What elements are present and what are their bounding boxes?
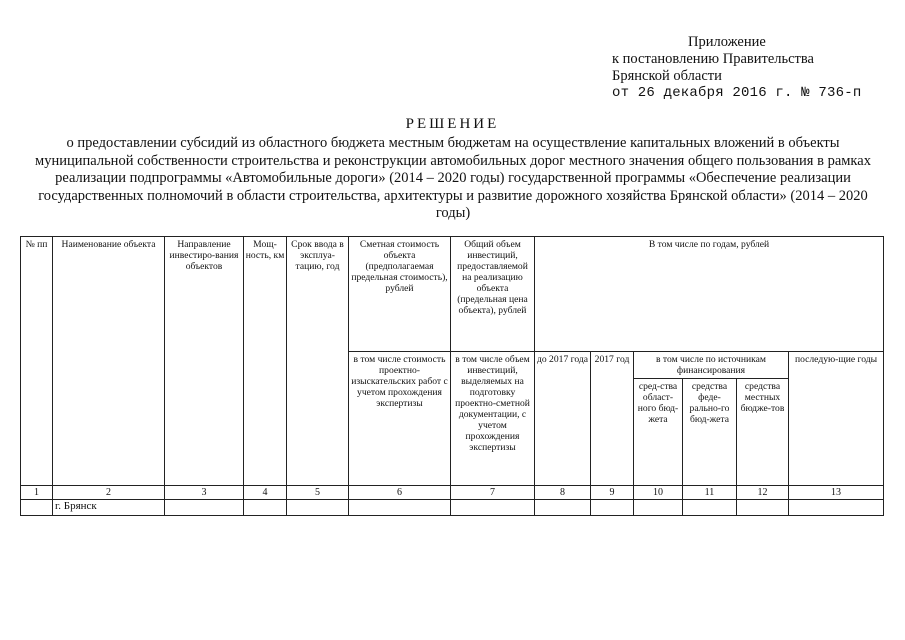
table-cell <box>634 500 683 516</box>
column-number: 2 <box>53 486 165 500</box>
decision-title: РЕШЕНИЕ <box>405 116 500 132</box>
column-number: 8 <box>535 486 591 500</box>
header-federal-budget: средства феде-рально-го бюд-жета <box>683 379 737 486</box>
header-incl-design-investment: в том числе объем инвестиций, выделяемых на подготовку проектно-сметной документации, с учетом прохождения экспертизы <box>451 352 535 486</box>
table-cell <box>21 500 53 516</box>
table-cell <box>287 500 349 516</box>
column-number: 6 <box>349 486 451 500</box>
header-estimated-cost: Сметная стоимость объекта (предполагаемая предельная стоимость), рублей <box>349 237 451 352</box>
column-number-row <box>21 486 884 500</box>
header-direction: Направление инвестиро-вания объектов <box>165 237 244 486</box>
table-cell <box>737 500 789 516</box>
header-year-2017: 2017 год <box>591 352 634 486</box>
table-cell <box>683 500 737 516</box>
subsidy-table <box>20 236 884 516</box>
column-number: 3 <box>165 486 244 500</box>
table-cell <box>165 500 244 516</box>
header-regional-budget: сред-ства област-ного бюд-жета <box>634 379 683 486</box>
table-cell <box>535 500 591 516</box>
header-capacity: Мощ-ность, км <box>244 237 287 486</box>
header-name: Наименование объекта <box>53 237 165 486</box>
table-row <box>21 500 884 516</box>
column-number: 5 <box>287 486 349 500</box>
header-row-1 <box>21 237 884 352</box>
column-number: 13 <box>789 486 884 500</box>
appendix-line-resolution: к постановлению Правительства <box>612 51 814 67</box>
appendix-line-region: Брянской области <box>612 68 722 84</box>
column-number: 11 <box>683 486 737 500</box>
table-cell <box>349 500 451 516</box>
column-number: 1 <box>21 486 53 500</box>
column-number: 10 <box>634 486 683 500</box>
header-subsequent-years: последую-щие годы <box>789 352 884 486</box>
header-num: № пп <box>21 237 53 486</box>
table-cell <box>451 500 535 516</box>
decision-text: о предоставлении субсидий из областного бюджета местным бюджетам на осуществление капитальных вложений в объекты муниципальной собственности строительства и реконструкции автомобильных дорог местного значения общего пользования в рамках реализации подпрограммы «Автомобильные дороги» (2014 – 2020 годы) государственной программы «Обеспечение реализации государственных полномочий в области строительства, архитектуры и развитие дорожного хозяйства Брянской области» (2014 – 2020 годы) <box>35 135 871 221</box>
row-object-name: г. Брянск <box>53 500 165 516</box>
header-local-budget: средства местных бюдже-тов <box>737 379 789 486</box>
column-number: 7 <box>451 486 535 500</box>
column-number: 4 <box>244 486 287 500</box>
header-by-sources: в том числе по источникам финансирования <box>634 352 789 379</box>
appendix-title: Приложение <box>688 34 766 50</box>
appendix-line-date-number: от 26 декабря 2016 г. № 736-п <box>612 85 862 101</box>
column-number: 12 <box>737 486 789 500</box>
table-cell <box>591 500 634 516</box>
header-by-years: В том числе по годам, рублей <box>535 237 884 352</box>
header-before-2017: до 2017 года <box>535 352 591 486</box>
column-number: 9 <box>591 486 634 500</box>
table-cell <box>789 500 884 516</box>
header-incl-design-cost: в том числе стоимость проектно-изыскательских работ с учетом прохождения экспертизы <box>349 352 451 486</box>
table-cell <box>244 500 287 516</box>
appendix-block <box>612 34 861 102</box>
header-total-investment: Общий объем инвестиций, предоставляемой на реализацию объекта (предельная цена объекта), рублей <box>451 237 535 352</box>
header-term: Срок ввода в эксплуа-тацию, год <box>287 237 349 486</box>
